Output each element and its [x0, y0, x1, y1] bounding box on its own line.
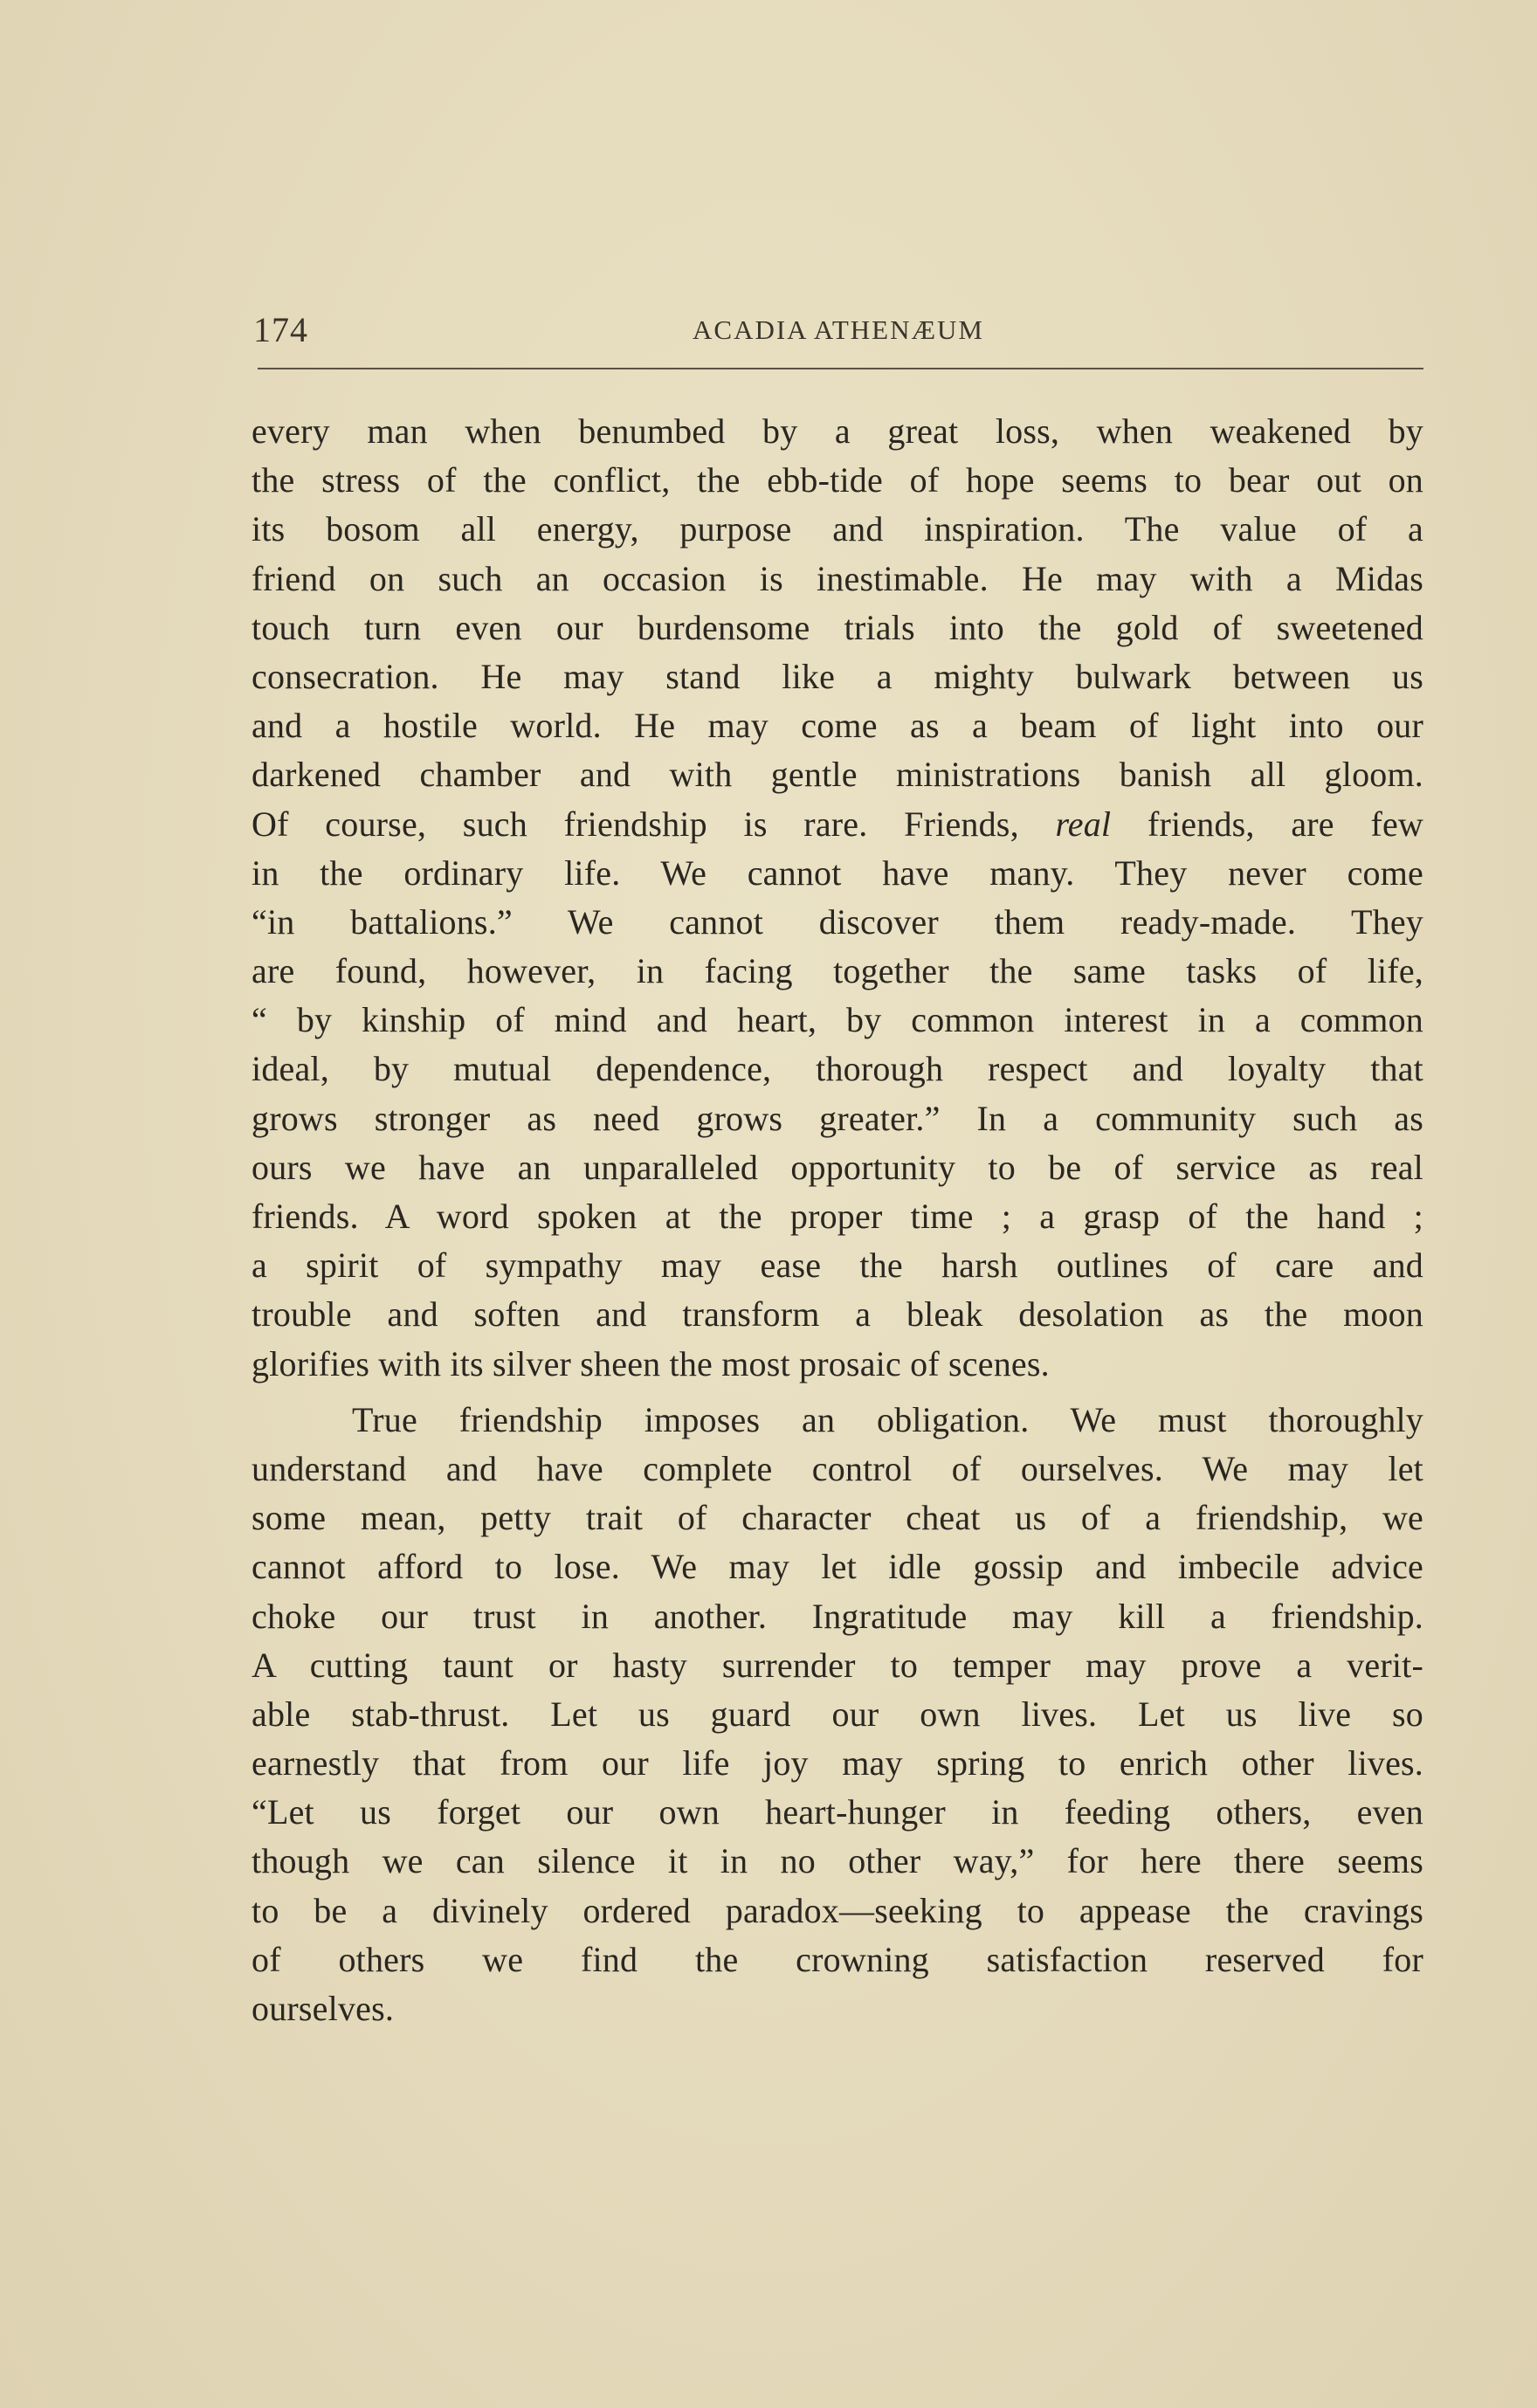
text-line: in the ordinary life. We cannot have many. They never come	[252, 852, 1423, 893]
page-number: 174	[253, 310, 308, 349]
header-rule	[258, 368, 1423, 369]
text-line: darkened chamber and with gentle ministrations banish all gloom.	[252, 755, 1423, 795]
article-body	[252, 407, 1423, 2033]
text-line: understand and have complete control of ourselves. We may let	[252, 1448, 1423, 1488]
text-line: ourselves.	[252, 1989, 395, 2028]
text-line: grows stronger as need grows greater.” In a community such as	[252, 1098, 1423, 1138]
text-line: “Let us forget our own heart-hunger in feeding others, even	[252, 1792, 1423, 1832]
text-line: touch turn even our burdensome trials into the gold of sweetened	[252, 607, 1423, 647]
text-line: friends. A word spoken at the proper time ; a grasp of the hand ;	[252, 1197, 1423, 1236]
text-run: Of course, such friendship is rare. Friends,	[252, 804, 1056, 844]
text-line: trouble and soften and transform a bleak desolation as the moon	[252, 1294, 1423, 1335]
text-line: a spirit of sympathy may ease the harsh outlines of care and	[252, 1245, 1423, 1286]
text-line: the stress of the conflict, the ebb-tide of hope seems to bear out on	[252, 460, 1423, 500]
text-line: though we can silence it in no other way,” for here there seems	[252, 1841, 1423, 1881]
text-line: earnestly that from our life joy may spring to enrich other lives.	[252, 1743, 1423, 1784]
text-line: friend on such an occasion is inestimable. He may with a Midas	[252, 558, 1423, 598]
text-line: ideal, by mutual dependence, thorough respect and loyalty that	[252, 1049, 1423, 1089]
text-line: and a hostile world. He may come as a beam of light into our	[252, 706, 1423, 746]
text-line: A cutting taunt or hasty surrender to temper may prove a verit-	[252, 1645, 1423, 1685]
paragraph-gap	[252, 1389, 1423, 1396]
text-line: able stab-thrust. Let us guard our own lives. Let us live so	[252, 1694, 1423, 1734]
text-line: choke our trust in another. Ingratitude may kill a friendship.	[252, 1596, 1423, 1636]
paragraph-2	[252, 1396, 1423, 2033]
text-line-with-italic	[252, 800, 1423, 849]
paragraph-1	[252, 407, 1423, 1389]
text-line: True friendship imposes an obligation. We must thoroughly	[352, 1399, 1423, 1439]
text-line: some mean, petty trait of character cheat us of a friendship, we	[252, 1498, 1423, 1538]
text-line: are found, however, in facing together the same tasks of life,	[252, 951, 1423, 991]
text-line: consecration. He may stand like a mighty bulwark between us	[252, 656, 1423, 696]
text-line: of others we find the crowning satisfaction reserved for	[252, 1939, 1423, 1979]
text-line: ours we have an unparalleled opportunity to be of service as real	[252, 1147, 1423, 1187]
text-run: friends, are few	[1111, 804, 1423, 844]
text-line: glorifies with its silver sheen the most prosaic of scenes.	[252, 1343, 1050, 1383]
text-line: cannot afford to lose. We may let idle gossip and imbecile advice	[252, 1547, 1423, 1587]
running-head	[253, 306, 1423, 367]
text-line: to be a divinely ordered paradox—seeking to appease the cravings	[252, 1890, 1423, 1930]
italic-word: real	[1055, 804, 1112, 844]
text-line: “in battalions.” We cannot discover them ready-made. They	[252, 901, 1423, 942]
text-line: “ by kinship of mind and heart, by common interest in a common	[252, 1000, 1423, 1040]
journal-title: ACADIA ATHENÆUM	[693, 314, 984, 345]
text-line: its bosom all energy, purpose and inspiration. The value of a	[252, 509, 1423, 549]
text-line: every man when benumbed by a great loss, when weakened by	[252, 411, 1423, 451]
